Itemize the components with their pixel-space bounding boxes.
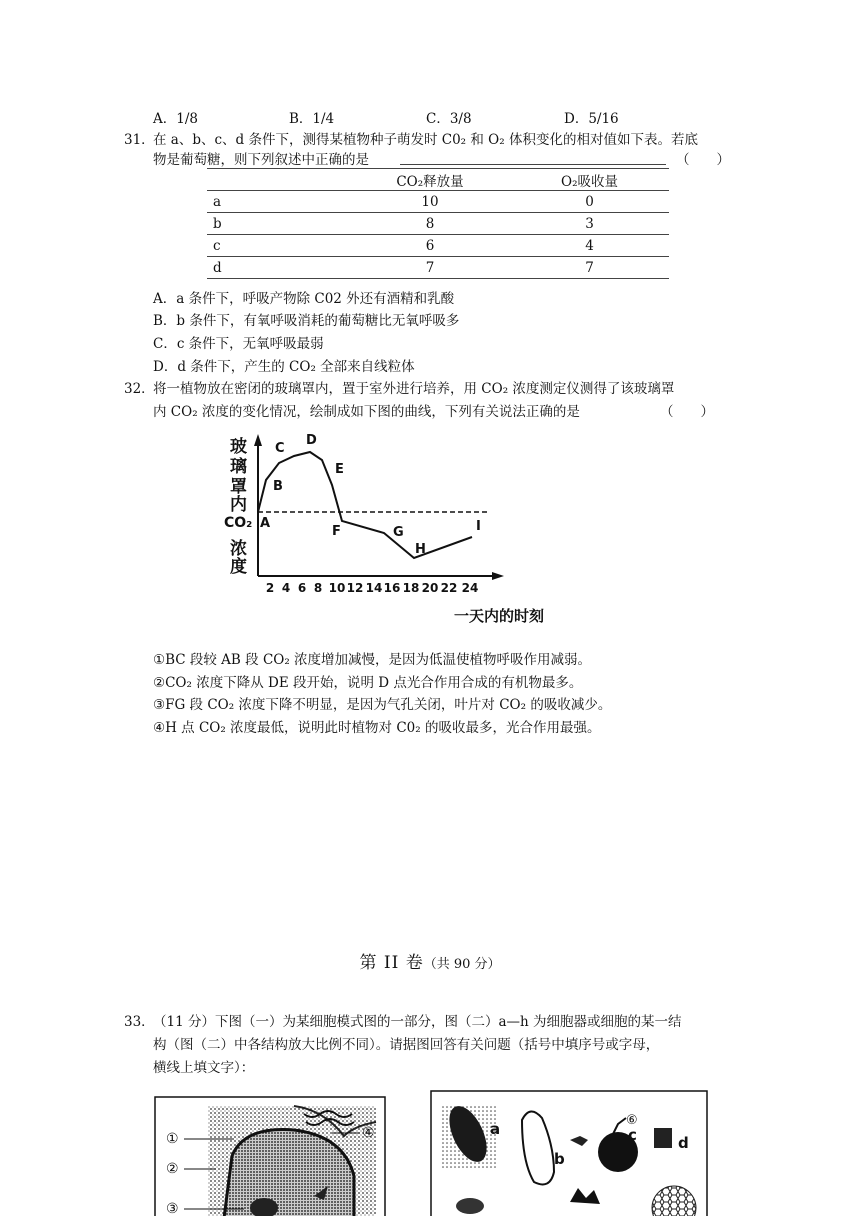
table-cell: 7 — [350, 257, 510, 279]
point-label-e: E — [335, 462, 344, 477]
x-tick-label: 14 — [365, 581, 383, 595]
graph-ylabel-char: 玻 — [230, 437, 247, 457]
q31-option-b: B．b 条件下，有氧呼吸消耗的葡萄糖比无氧呼吸多 — [153, 313, 460, 329]
fig2-label-b: b — [554, 1150, 565, 1168]
x-tick-label: 16 — [383, 581, 401, 595]
q31-text-line2: 物是葡萄糖，则下列叙述中正确的是 — [153, 152, 369, 168]
table-cell: 10 — [350, 191, 510, 213]
graph-ylabel-char: 度 — [230, 557, 247, 577]
co2-concentration-graph — [224, 430, 564, 626]
graph-ylabel-char: 璃 — [230, 457, 247, 477]
table-row — [207, 213, 669, 235]
point-label-h: H — [415, 542, 426, 557]
point-label-f: F — [332, 524, 341, 539]
graph-x-arrow — [492, 572, 504, 580]
table-cell: 3 — [510, 213, 669, 235]
fig1-label-1: ① — [166, 1131, 179, 1147]
section-header — [0, 948, 860, 973]
q33-number: 33． — [124, 1014, 155, 1030]
graph-xlabel: 一天内的时刻 — [454, 607, 545, 625]
table-header — [207, 169, 350, 191]
x-tick-label: 18 — [402, 581, 420, 595]
x-tick-label: 20 — [421, 581, 439, 595]
x-tick-label: 4 — [281, 581, 291, 595]
fig1-label-4: ④ — [362, 1125, 375, 1141]
co2-curve — [258, 452, 472, 558]
x-tick-label: 6 — [297, 581, 307, 595]
table-cell: c — [207, 235, 350, 257]
table-cell: b — [207, 213, 350, 235]
table-cell: a — [207, 191, 350, 213]
q31-table — [207, 168, 669, 279]
point-label-a: A — [260, 516, 271, 531]
q30-option-c: C．3/8 — [426, 111, 472, 127]
fig1-label-3: ③ — [166, 1201, 179, 1216]
table-header-row — [207, 169, 669, 191]
table-row — [207, 191, 669, 213]
x-tick-label: 22 — [440, 581, 458, 595]
x-tick-label: 10 — [328, 581, 346, 595]
graph-ylabel-char: 罩 — [230, 477, 247, 497]
cell-figure-one — [154, 1096, 386, 1216]
graph-ylabel-char: 内 — [230, 495, 247, 515]
q32-paren: （ ） — [660, 404, 714, 420]
q32-text-line1: 将一植物放在密闭的玻璃罩内，置于室外进行培养，用 CO₂ 浓度测定仪测得了该玻璃罩 — [153, 381, 675, 397]
point-label-g: G — [393, 525, 404, 540]
graph-ylabel-co2: CO₂ — [224, 515, 253, 531]
q30-option-a: A．1/8 — [153, 111, 198, 127]
table-row — [207, 235, 669, 257]
point-label-i: I — [476, 519, 481, 534]
q30-option-b: B．1/4 — [289, 111, 335, 127]
table-row — [207, 257, 669, 279]
table-cell: d — [207, 257, 350, 279]
q32-statement-4: ④H 点 CO₂ 浓度最低，说明此时植物对 C0₂ 的吸收最多，光合作用最强。 — [153, 720, 601, 736]
q33-line1: （11 分）下图（一）为某细胞模式图的一部分，图（二）a—h 为细胞器或细胞的某一结 — [153, 1014, 682, 1030]
q30-option-d: D．5/16 — [564, 111, 619, 127]
table-cell: 8 — [350, 213, 510, 235]
table-cell: 4 — [510, 235, 669, 257]
table-header: CO₂释放量 — [350, 169, 510, 191]
q32-statement-1: ①BC 段较 AB 段 CO₂ 浓度增加减慢，是因为低温使植物呼吸作用减弱。 — [153, 652, 592, 668]
x-tick-label: 24 — [461, 581, 479, 595]
point-label-d: D — [306, 433, 317, 448]
q32-text-line2: 内 CO₂ 浓度的变化情况，绘制成如下图的曲线，下列有关说法正确的是 — [153, 404, 580, 420]
q32-statement-2: ②CO₂ 浓度下降从 DE 段开始，说明 D 点光合作用合成的有机物最多。 — [153, 675, 583, 691]
x-tick-label: 8 — [313, 581, 323, 595]
fig2-label-c: c — [628, 1126, 637, 1144]
section-title: 第 II 卷 — [359, 953, 424, 973]
q33-line2: 构（图（二）中各结构放大比例不同）。请据图回答有关问题（括号中填序号或字母， — [153, 1037, 660, 1053]
q32-number: 32． — [124, 381, 155, 397]
fig2-label-6: ⑥ — [626, 1113, 638, 1128]
q31-option-c: C．c 条件下，无氧呼吸最弱 — [153, 336, 324, 352]
table-cell: 7 — [510, 257, 669, 279]
organelles-figure-two — [430, 1090, 708, 1216]
q31-text-line1: 在 a、b、c、d 条件下，测得某植物种子萌发时 C0₂ 和 O₂ 体积变化的相对值如下表。若底 — [153, 132, 698, 148]
fig2-label-a: a — [490, 1120, 501, 1138]
q31-paren: （ ） — [676, 152, 730, 168]
q31-answer-line — [400, 164, 666, 165]
q31-number: 31． — [124, 132, 155, 148]
point-label-c: C — [275, 441, 285, 456]
section-subtitle: （共 90 分） — [423, 957, 501, 972]
q32-statement-3: ③FG 段 CO₂ 浓度下降不明显，是因为气孔关闭，叶片对 CO₂ 的吸收减少。 — [153, 697, 612, 713]
q31-option-d: D．d 条件下，产生的 CO₂ 全部来自线粒体 — [153, 359, 415, 375]
fig1-label-2: ② — [166, 1161, 179, 1177]
x-tick-label: 2 — [265, 581, 275, 595]
q33-line3: 横线上填文字）： — [153, 1060, 255, 1076]
fig2-label-d: d — [678, 1134, 689, 1152]
x-tick-label: 12 — [346, 581, 364, 595]
graph-ylabel-char: 浓 — [230, 539, 247, 559]
point-label-b: B — [273, 479, 283, 494]
table-header: O₂吸收量 — [510, 169, 669, 191]
table-cell: 6 — [350, 235, 510, 257]
graph-y-arrow — [254, 434, 262, 446]
table-cell: 0 — [510, 191, 669, 213]
q31-option-a: A．a 条件下，呼吸产物除 C02 外还有酒精和乳酸 — [153, 291, 455, 307]
